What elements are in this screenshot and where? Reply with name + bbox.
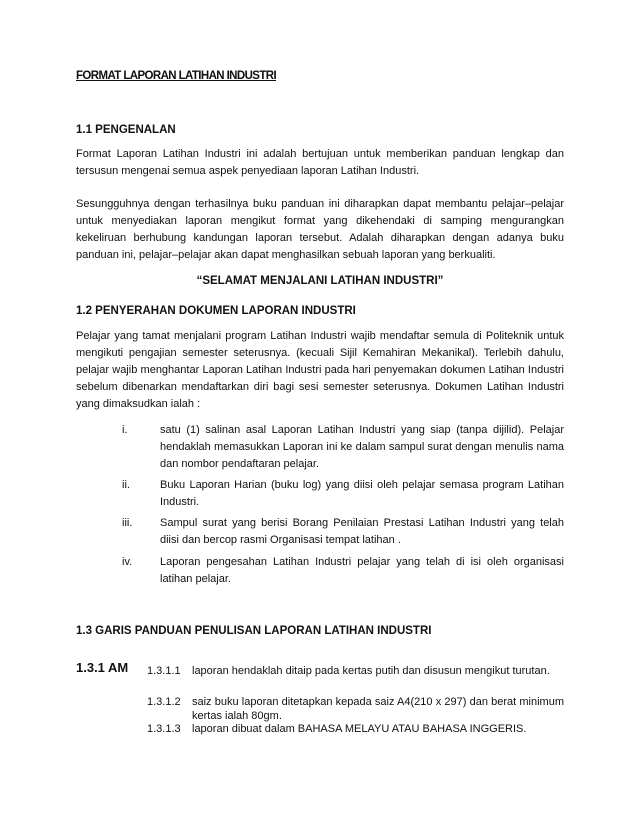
subitem-number: 1.3.1.1 [147,665,181,677]
list-item: Buku Laporan Harian (buku log) yang diisi oleh pelajar semasa program Latihan Industri. [160,479,564,508]
list-item-number: iv. [122,556,133,568]
list-item-number: iii. [122,517,133,529]
list-item: satu (1) salinan asal Laporan Latihan Industri yang siap (tanpa dijilid). Pelajar hendaklah memasukkan Laporan ini ke dalam sampul surat dengan menulis nama dan nombor pendaftaran pelajar. [160,424,564,470]
subitem: laporan hendaklah ditaip pada kertas putih dan disusun mengikut turutan. [192,665,550,677]
document-title: FORMAT LAPORAN LATIHAN INDUSTRI [76,70,277,82]
subitem-number: 1.3.1.2 [147,696,181,708]
list-item: Sampul surat yang berisi Borang Penilaian Prestasi Latihan Industri yang telah diisi dan bercop rasmi Organisasi tempat latihan . [160,517,564,546]
section-heading-garis-panduan: 1.3 GARIS PANDUAN PENULISAN LAPORAN LATIHAN INDUSTRI [76,625,432,637]
list-item-number: i. [122,424,128,436]
subitem: saiz buku laporan ditetapkan kepada saiz A4(210 x 297) dan berat minimum kertas ialah 80gm. [192,696,564,722]
subitem: laporan dibuat dalam BAHASA MELAYU ATAU BAHASA INGGERIS. [192,723,527,735]
list-item: Laporan pengesahan Latihan Industri pelajar yang telah di isi oleh organisasi latihan pelajar. [160,556,564,585]
paragraph: Pelajar yang tamat menjalani program Latihan Industri wajib mendaftar semula di Politeknik untuk mengikuti pengajian semester seterusnya. (kecuali Sijil Kemahiran Mekanikal). Terlebih dahulu, pelajar wajib menghantar Laporan Latihan Industri pada hari penyemakan dokumen Latihan Industri sebelum dibenarkan mendaftarkan diri bagi sesi semester seterusnya. Dokumen Latihan Industri yang dimaksudkan ialah : [76,330,564,410]
subsection-heading-am: 1.3.1 AM [76,660,129,675]
section-heading-pengenalan: 1.1 PENGENALAN [76,124,176,136]
subitem-number: 1.3.1.3 [147,723,181,735]
list-item-number: ii. [122,479,130,491]
paragraph: Format Laporan Latihan Industri ini adalah bertujuan untuk memberikan panduan lengkap dan tersusun mengenai semua aspek penyediaan laporan Latihan Industri. [76,148,564,177]
slogan: “SELAMAT MENJALANI LATIHAN INDUSTRI” [196,275,444,287]
section-heading-penyerahan: 1.2 PENYERAHAN DOKUMEN LAPORAN INDUSTRI [76,305,356,317]
paragraph: Sesungguhnya dengan terhasilnya buku panduan ini diharapkan dapat membantu pelajar–pelajar untuk menyediakan laporan mengikut format yang dikehendaki di samping mengurangkan kekeliruan berhubung kandungan laporan tersebut. Adalah diharapkan dengan adanya buku panduan ini, pelajar–pelajar akan dapat menghasilkan sebuah laporan yang berkualiti. [76,198,564,261]
